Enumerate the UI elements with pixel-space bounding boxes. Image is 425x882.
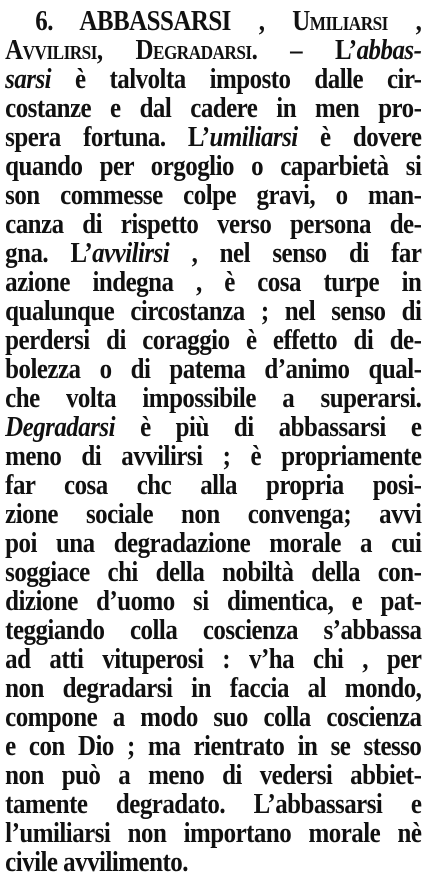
small-caps-term: Umiliarsi , xyxy=(292,5,422,37)
text-segment: meno di avvilirsi ; è propriamente xyxy=(5,440,422,472)
text-segment: civile avvilimento. xyxy=(5,846,188,878)
small-caps-term: Avvilirsi, Degradarsi. xyxy=(5,34,258,66)
text-segment: azione indegna , è cosa turpe in xyxy=(5,266,422,298)
italic-term: sarsi xyxy=(5,63,52,95)
text-segment: costanze e dal cadere in men pro- xyxy=(5,92,422,124)
italic-term: umiliarsi xyxy=(209,121,298,153)
text-segment: soggiace chi della nobiltà della con- xyxy=(5,556,422,588)
text-segment: , nel senso di far xyxy=(169,237,422,269)
text-segment: zione sociale non convenga; avvi xyxy=(5,498,422,530)
text-segment: teggiando colla coscienza s’abbassa xyxy=(5,614,422,646)
text-segment: tamente degradato. L’abbassarsi e xyxy=(5,788,422,820)
text-segment: non degradarsi in faccia al mondo, xyxy=(5,672,422,704)
text-segment: dizione d’uomo si dimentica, e pat- xyxy=(5,585,422,617)
text-segment: – L’ xyxy=(257,34,357,66)
text-segment: ad atti vituperosi : v’ha chi , per xyxy=(5,643,422,675)
text-segment: l’umiliarsi non importano morale nè xyxy=(5,817,422,849)
text-segment: e con Dio ; ma rientrato in se stesso xyxy=(5,730,422,762)
text-segment: perdersi di coraggio è effetto di de- xyxy=(5,324,422,356)
text-segment: è più di abbassarsi e xyxy=(115,411,422,443)
text-segment: è talvolta imposto dalle cir- xyxy=(51,63,422,95)
text-line xyxy=(5,845,421,879)
text-segment: è dovere xyxy=(297,121,422,153)
text-segment: 6. ABBASSARSI , xyxy=(35,5,293,37)
text-segment: quando per orgoglio o caparbietà si xyxy=(5,150,422,182)
text-segment: son commesse colpe gravi, o man- xyxy=(5,179,422,211)
text-segment: non può a meno di vedersi abbiet- xyxy=(5,759,422,791)
text-segment: compone a modo suo colla coscienza xyxy=(5,701,422,733)
text-segment: canza di rispetto verso persona de- xyxy=(5,208,422,240)
text-segment: bolezza o di patema d’animo qual- xyxy=(5,353,422,385)
text-segment: spera fortuna. L’ xyxy=(5,121,210,153)
text-segment: far cosa chc alla propria posi- xyxy=(5,469,422,501)
text-segment: gna. L’ xyxy=(5,237,93,269)
text-segment: poi una degradazione morale a cui xyxy=(5,527,422,559)
italic-term: avvilirsi xyxy=(92,237,170,269)
italic-term: Degradarsi xyxy=(5,411,116,443)
text-segment: qualunque circostanza ; nel senso di xyxy=(5,295,422,327)
text-segment: che volta impossibile a superarsi. xyxy=(5,382,422,414)
italic-term: abbas- xyxy=(356,34,422,66)
